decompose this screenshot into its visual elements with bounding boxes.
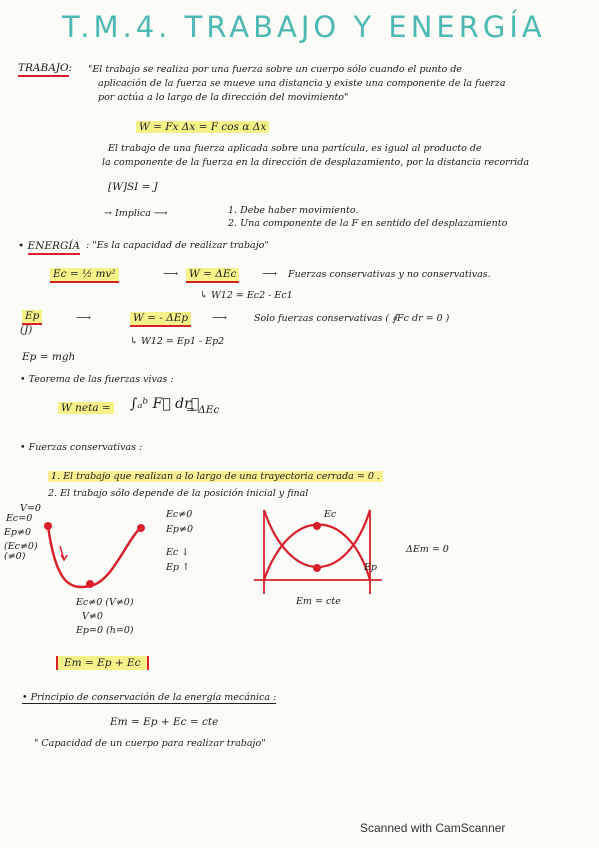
scanner-footer: Scanned with CamScanner [360,821,506,835]
trabajo-label: TRABAJO [18,62,69,77]
implica-item-2: 2. Una componente de la F en sentido del desplazamiento [228,218,508,229]
valley-point-bottom [86,580,94,588]
ep-note: Solo fuerzas conservativas ( ∮Fc dr = 0 ) [254,313,450,324]
energia-definition: : "Es la capacidad de realizar trabajo" [86,240,269,251]
principio-heading: • Principio de conservación de la energía mecánica : [22,692,277,703]
ec-formula: Ec = ½ mv² [50,268,119,280]
ep-curve [264,510,370,567]
right-ec-label: Ec [324,509,337,520]
teorema-result: = ΔEc [186,404,220,416]
valley-left-label-0: V=0 [20,503,41,514]
trabajo-colon: : [68,62,73,74]
conservativas-item-2: 2. El trabajo sólo depende de la posición inicial y final [48,488,309,499]
ec-arrow-1: ⟶ [163,268,179,280]
principio-formula: Em = Ep + Ec = cte [110,716,219,728]
principio-quote: " Capacidad de un cuerpo para realizar trabajo" [34,738,266,749]
valley-left-label-1: Ec=0 [6,513,33,524]
teorema-wneta: W neta = [58,402,114,414]
valley-left-label-2: Ep≠0 [4,527,32,538]
implica-label: → Implica ⟶ [104,208,168,219]
ep-label: Ep [22,310,42,322]
valley-bottom-label-0: Ec≠0 (V≠0) [76,597,134,608]
ec-arrow-2: ⟶ [262,268,278,280]
teorema-heading: • Teorema de las fuerzas vivas : [20,374,174,385]
ec-note: Fuerzas conservativas y no conservativas. [288,269,491,280]
teorema-integral: ∫ₐᵇ F⃗ dr⃗ [130,396,200,412]
ep-subformula: ↳ W12 = Ep1 - Ep2 [130,336,225,347]
energy-exchange-diagram [250,508,390,608]
right-ep-label: Ep [364,562,378,573]
delta-em-label: ΔEm = 0 [406,544,449,555]
implica-item-1: 1. Debe haber movimiento. [228,205,359,216]
energia-heading: • ENERGÍA [18,240,80,252]
trabajo-def-line3: por actúa a lo largo de la dirección del movimiento" [98,92,349,103]
ep-arrow-2: ⟶ [212,312,228,324]
valley-bottom-label-1: V≠0 [82,611,103,622]
ec-peak-point [313,522,321,530]
valley-right-label-1: Ep≠0 [166,524,194,535]
valley-right-label-2: Ec ↓ [166,547,190,558]
valley-right-label-3: Ep ↑ [166,562,190,573]
valley-point-right [137,524,145,532]
ep-mgh: Ep = mgh [22,351,76,363]
em-box: Em = Ep + Ec [56,657,149,669]
work-formula: W = Fx Δx = F cos α Δx [136,121,269,133]
valley-point-top-left [44,522,52,530]
ep-theorem: W = - ΔEp [130,312,191,324]
ep-min-point [313,564,321,572]
right-em-label: Em = cte [296,596,341,607]
valley-right-label-0: Ec≠0 [166,509,193,520]
trabajo-heading [18,62,72,74]
valley-bottom-label-2: Ep=0 (h=0) [76,625,134,636]
ep-unit: (J) [20,324,33,336]
work-units: [W]SI = J [108,181,159,193]
valley-energy-diagram [8,504,228,644]
conservativas-item-1: 1. El trabajo que realizan a lo largo de una trayectoria cerrada = 0 . [48,471,383,482]
valley-left-label-3: (Ec≠0) [4,541,38,552]
motion-arrow-icon [60,546,67,560]
valley-left-label-4: (≠0) [4,551,26,562]
energia-label: ENERGÍA [28,240,81,255]
ec-theorem: W = ΔEc [186,268,239,280]
trabajo-def-line1: "El trabajo se realiza por una fuerza sobre un cuerpo sólo cuando el punto de [88,64,462,75]
trabajo-desc-line1: El trabajo de una fuerza aplicada sobre una partícula, es igual al producto de [108,143,482,154]
conservativas-heading: • Fuerzas conservativas : [20,442,143,453]
trabajo-def-line2: aplicación de la fuerza se mueve una distancia y existe una componente de la fuerza [98,78,506,89]
ec-subformula: ↳ W12 = Ec2 - Ec1 [200,290,293,301]
ep-arrow-1: ⟶ [76,312,92,324]
page-title: T.M.4. TRABAJO Y ENERGÍA [62,10,546,44]
trabajo-desc-line2: la componente de la fuerza en la dirección de desplazamiento, por la distancia recorrida [102,157,530,168]
